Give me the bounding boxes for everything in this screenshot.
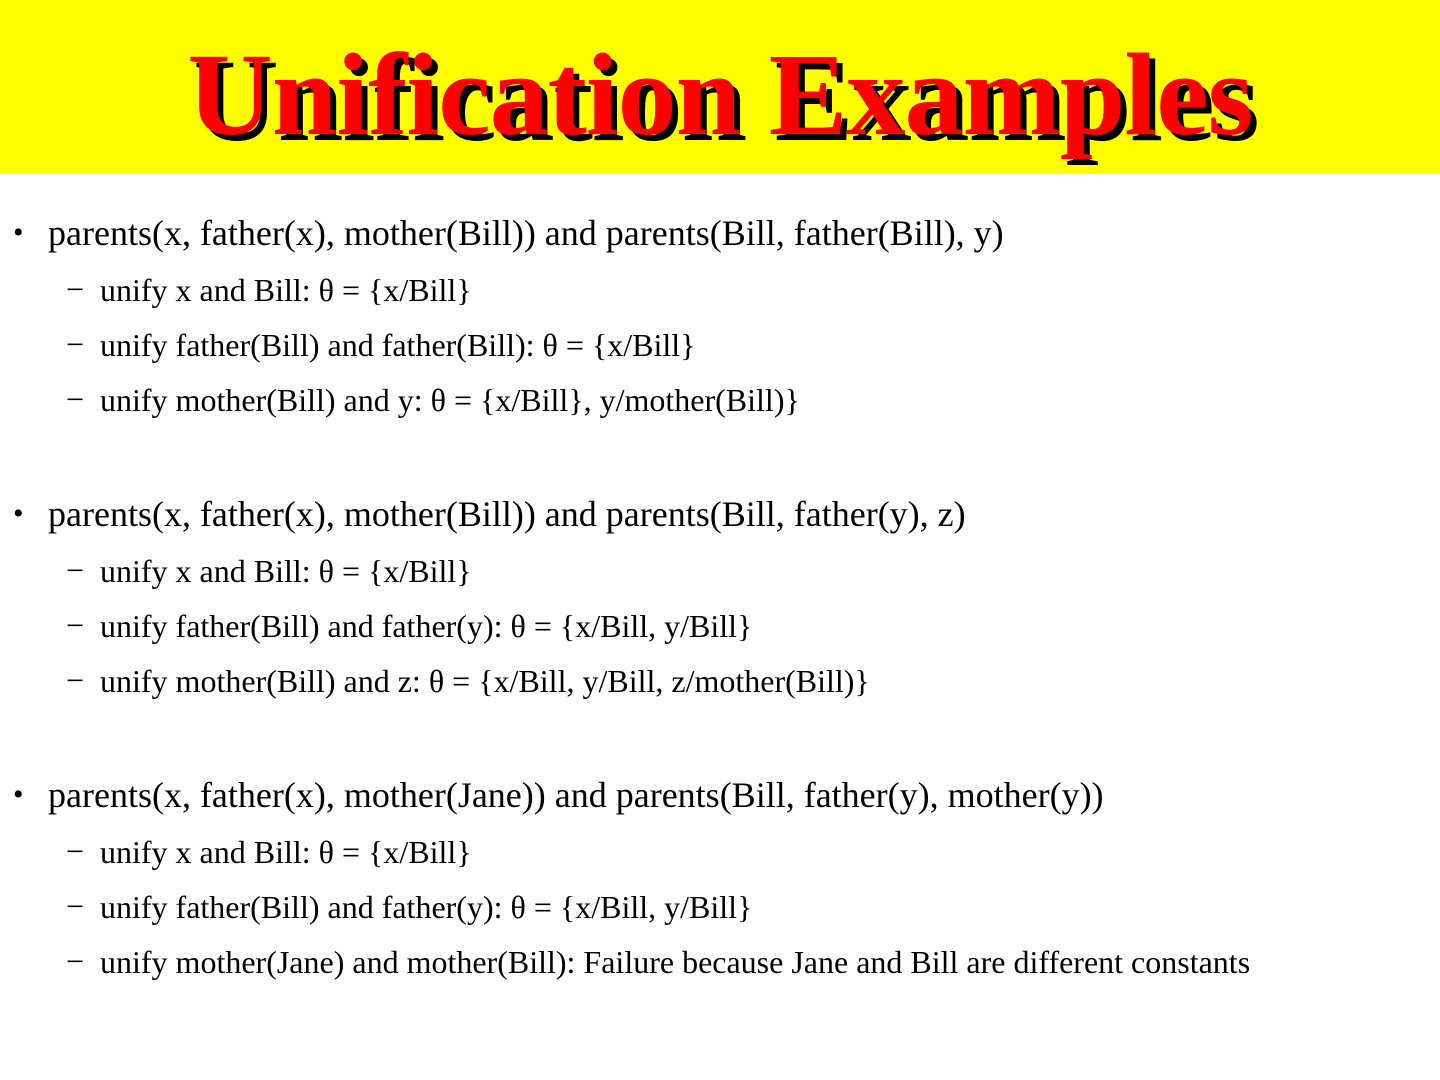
sub-bullet-text: unify x and Bill: θ = {x/Bill} (100, 272, 472, 308)
bullet-marker: • (13, 497, 24, 530)
sub-bullet-marker: − (66, 833, 85, 869)
bullet-text: parents(x, father(x), mother(Bill)) and parents(Bill, father(y), z) (48, 494, 966, 534)
bullet-marker: • (13, 216, 24, 249)
sub-bullet-marker: − (66, 326, 85, 362)
bullet-text: parents(x, father(x), mother(Jane)) and parents(Bill, father(y), mother(y)) (48, 775, 1104, 815)
sub-bullet-marker: − (66, 381, 85, 417)
sub-bullet-marker: − (66, 888, 85, 924)
sub-bullet-marker: − (66, 943, 85, 979)
sub-bullet-text: unify father(Bill) and father(y): θ = {x/Bill, y/Bill} (100, 889, 753, 925)
slide-title: Unification Examples (187, 29, 1253, 160)
sub-bullet-text: unify x and Bill: θ = {x/Bill} (100, 553, 472, 589)
sub-bullet-marker: − (66, 552, 85, 588)
sub-bullet-marker: − (66, 607, 85, 643)
sub-bullet-marker: − (66, 271, 85, 307)
sub-bullet-marker: − (66, 662, 85, 698)
sub-bullet-text: unify father(Bill) and father(Bill): θ = {x/Bill} (100, 327, 696, 363)
bullet-text: parents(x, father(x), mother(Bill)) and parents(Bill, father(Bill), y) (48, 213, 1004, 253)
sub-bullet-text: unify mother(Bill) and y: θ = {x/Bill}, y/mother(Bill)} (100, 382, 800, 418)
sub-bullet-text: unify mother(Bill) and z: θ = {x/Bill, y/Bill, z/mother(Bill)} (100, 663, 870, 699)
bullet-marker: • (13, 778, 24, 811)
sub-bullet-text: unify mother(Jane) and mother(Bill): Failure because Jane and Bill are different constants (100, 944, 1251, 980)
sub-bullet-text: unify father(Bill) and father(y): θ = {x/Bill, y/Bill} (100, 608, 753, 644)
sub-bullet-text: unify x and Bill: θ = {x/Bill} (100, 834, 472, 870)
